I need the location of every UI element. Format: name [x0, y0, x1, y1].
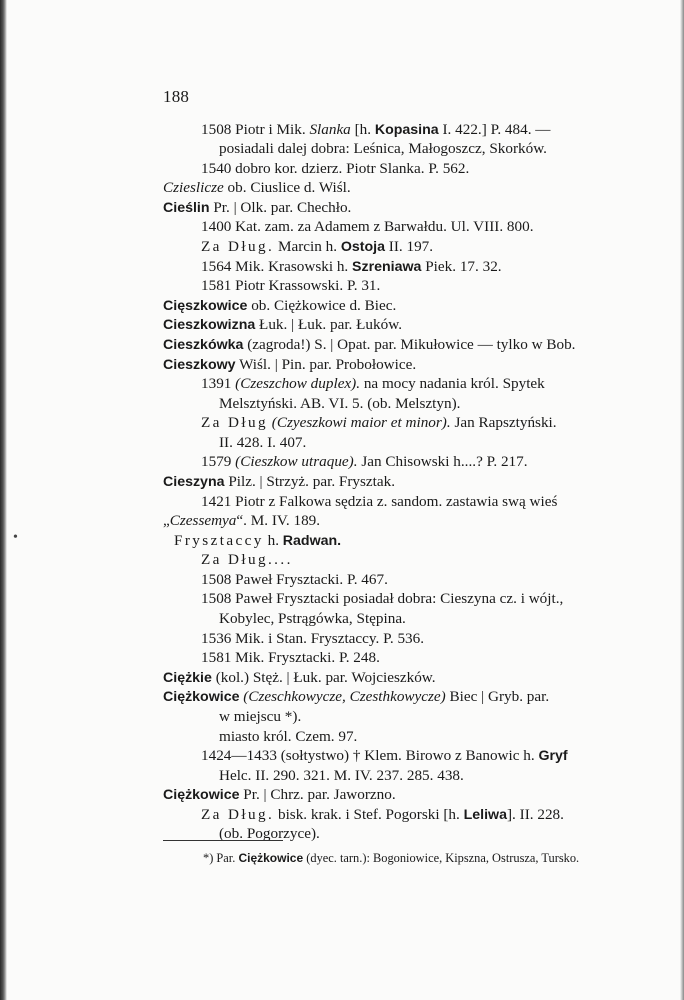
text-run: Za Dług. [201, 805, 275, 823]
text-line [163, 199, 351, 217]
text-run: Łuk. | Łuk. par. Łuków. [255, 316, 402, 334]
text-line [201, 493, 557, 511]
bold-term: Leliwa [463, 806, 507, 823]
text-line [163, 512, 320, 530]
text-run: posiadali dalej dobra: Leśnica, Małogoszcz, Skorków. [219, 140, 547, 158]
footnote-rule [163, 840, 283, 841]
bold-term: Cieszyna [163, 473, 225, 490]
text-line [219, 610, 406, 628]
text-run: Pilz. | Strzyż. par. Frysztak. [224, 472, 396, 490]
text-run: 1421 Piotr z Falkowa sędzia z. sandom. zastawia swą wieś [201, 492, 558, 510]
text-run: Helc. II. 290. 321. M. IV. 237. 285. 438. [219, 766, 464, 784]
text-line [201, 414, 557, 432]
bold-term: Cieszkowizna [163, 317, 256, 334]
text-line [219, 395, 460, 413]
text-line [163, 316, 402, 334]
text-line [201, 218, 534, 236]
text-line [163, 356, 416, 374]
text-run: w miejscu *). [219, 707, 302, 725]
bold-term: Radwan. [282, 532, 342, 549]
italic-term: Slanka [309, 120, 351, 138]
italic-term: (Cieszkow utraque). [235, 453, 358, 471]
text-line [201, 630, 424, 648]
scan-left-edge [0, 0, 7, 1000]
text-run: bisk. krak. i Stef. Pogorski [h. [274, 805, 464, 823]
text-line [163, 179, 351, 197]
text-line [201, 258, 502, 276]
scan-right-edge [680, 0, 684, 1000]
bold-term: Cieszkówka [163, 336, 244, 353]
bold-term: Kopasina [374, 121, 439, 138]
text-run: h. [263, 531, 283, 549]
italic-term: Czessemya [169, 512, 237, 530]
text-line [163, 669, 436, 687]
text-run: Jan Chisowski h....? P. 217. [357, 453, 528, 471]
text-run: Jan Rapsztyński. [450, 414, 557, 432]
text-run: 1579 [201, 453, 236, 471]
text-run: Pr. | Olk. par. Chechło. [209, 198, 352, 216]
text-run: ob. Ciężkowice d. Biec. [247, 296, 397, 314]
text-run: 1508 Piotr i Mik. [201, 120, 310, 138]
text-line [201, 649, 380, 667]
text-line [163, 786, 396, 804]
text-run: 1536 Mik. i Stan. Frysztaccy. P. 536. [201, 629, 425, 647]
text-run: I. 422.] P. 484. — [438, 120, 551, 138]
bold-term: Ciężkowice [163, 689, 240, 706]
text-line [201, 551, 293, 569]
text-line [219, 728, 357, 746]
text-line [219, 708, 301, 726]
text-line [219, 140, 547, 158]
text-line [201, 747, 568, 765]
bold-term: Ciężkowice [238, 851, 304, 865]
text-run: II. 197. [384, 238, 434, 255]
text-run: Pr. | Chrz. par. Jaworzno. [239, 786, 396, 804]
text-run: (dyec. tarn.): Bogoniowice, Kipszna, Ostrusza, Tursko. [303, 851, 580, 865]
bold-term: Gryf [538, 748, 568, 765]
text-run: “. M. IV. 189. [236, 512, 321, 530]
text-run: *) Par. [203, 851, 239, 865]
text-run: Piek. 17. 32. [421, 257, 502, 275]
text-run: 1508 Paweł Frysztacki. P. 467. [201, 570, 388, 588]
text-run: 1540 dobro kor. dzierz. Piotr Slanka. P. 562. [201, 159, 470, 177]
bold-term: Cieszkowy [163, 356, 236, 373]
text-run: Marcin h. [274, 238, 341, 255]
text-run: 1581 Mik. Frysztacki. P. 248. [201, 649, 380, 667]
text-run: ob. Ciuslice d. Wiśl. [223, 179, 351, 197]
text-run: 1424—1433 (sołtystwo) † Klem. Birowo z Banowic h. [201, 747, 539, 765]
text-line [174, 532, 341, 550]
text-line [201, 375, 545, 393]
bold-term: Szreniawa [352, 258, 422, 275]
text-run: 1564 Mik. Krasowski h. [201, 257, 353, 275]
text-line [163, 688, 549, 706]
footnote [203, 850, 579, 866]
text-run: na mocy nadania król. Spytek [360, 375, 545, 392]
italic-term: Czieslicze [163, 179, 224, 197]
text-run: 1508 Paweł Frysztacki posiadał dobra: Cieszyna cz. i wójt., [201, 590, 564, 608]
bold-term: Cieślin [163, 199, 210, 216]
text-run: ]. II. 228. [506, 805, 564, 823]
text-run: 1400 Kat. zam. za Adamem z Barwałdu. Ul. VIII. 800. [201, 218, 534, 236]
bold-term: Cięszkowice [163, 297, 248, 314]
italic-term: (Czeschkowycze, Czesthkowycze) [243, 688, 446, 706]
text-line [201, 453, 528, 471]
text-run: (ob. Pogorzyce). [219, 825, 320, 843]
text-line [201, 277, 380, 295]
bold-term: Ciężkie [163, 669, 212, 686]
text-line [201, 121, 551, 139]
text-run: Za Dług.... [201, 551, 293, 569]
text-run: „ [163, 512, 170, 530]
text-run: 1581 Piotr Krassowski. P. 31. [201, 277, 381, 295]
text-run: 1391 [201, 375, 236, 392]
text-line [201, 806, 564, 824]
text-line [201, 160, 469, 178]
text-run: Za Dług [201, 414, 268, 432]
page-number: 188 [163, 87, 190, 106]
margin-mark: • [13, 530, 18, 545]
bold-term: Ciężkowice [163, 787, 240, 804]
text-line [201, 590, 563, 608]
text-run: Melsztyński. AB. VI. 5. (ob. Melsztyn). [219, 394, 461, 412]
text-line [163, 336, 575, 354]
text-run: (kol.) Stęż. | Łuk. par. Wojcieszków. [211, 668, 436, 686]
text-line [219, 434, 306, 452]
text-run: Za Dług. [201, 238, 275, 255]
text-run: Biec | Gryb. par. [445, 688, 550, 706]
text-run: miasto król. Czem. 97. [219, 727, 358, 745]
text-run: [h. [350, 120, 375, 138]
text-run: (zagroda!) S. | Opat. par. Mikułowice — tylko w Bob. [243, 335, 576, 353]
text-run: Frysztaccy [174, 531, 264, 549]
italic-term: (Czyeszkowi maior et minor). [271, 414, 451, 432]
text-run: Kobylec, Pstrągówka, Stępina. [219, 610, 406, 627]
text-line [219, 767, 464, 785]
text-line [163, 297, 396, 315]
text-line [201, 571, 388, 589]
italic-term: (Czeszchow duplex). [235, 375, 361, 392]
text-run: Wiśl. | Pin. par. Probołowice. [235, 355, 417, 373]
bold-term: Ostoja [340, 239, 385, 255]
text-line [201, 238, 433, 256]
text-line [163, 473, 395, 491]
text-run: II. 428. I. 407. [219, 433, 307, 451]
